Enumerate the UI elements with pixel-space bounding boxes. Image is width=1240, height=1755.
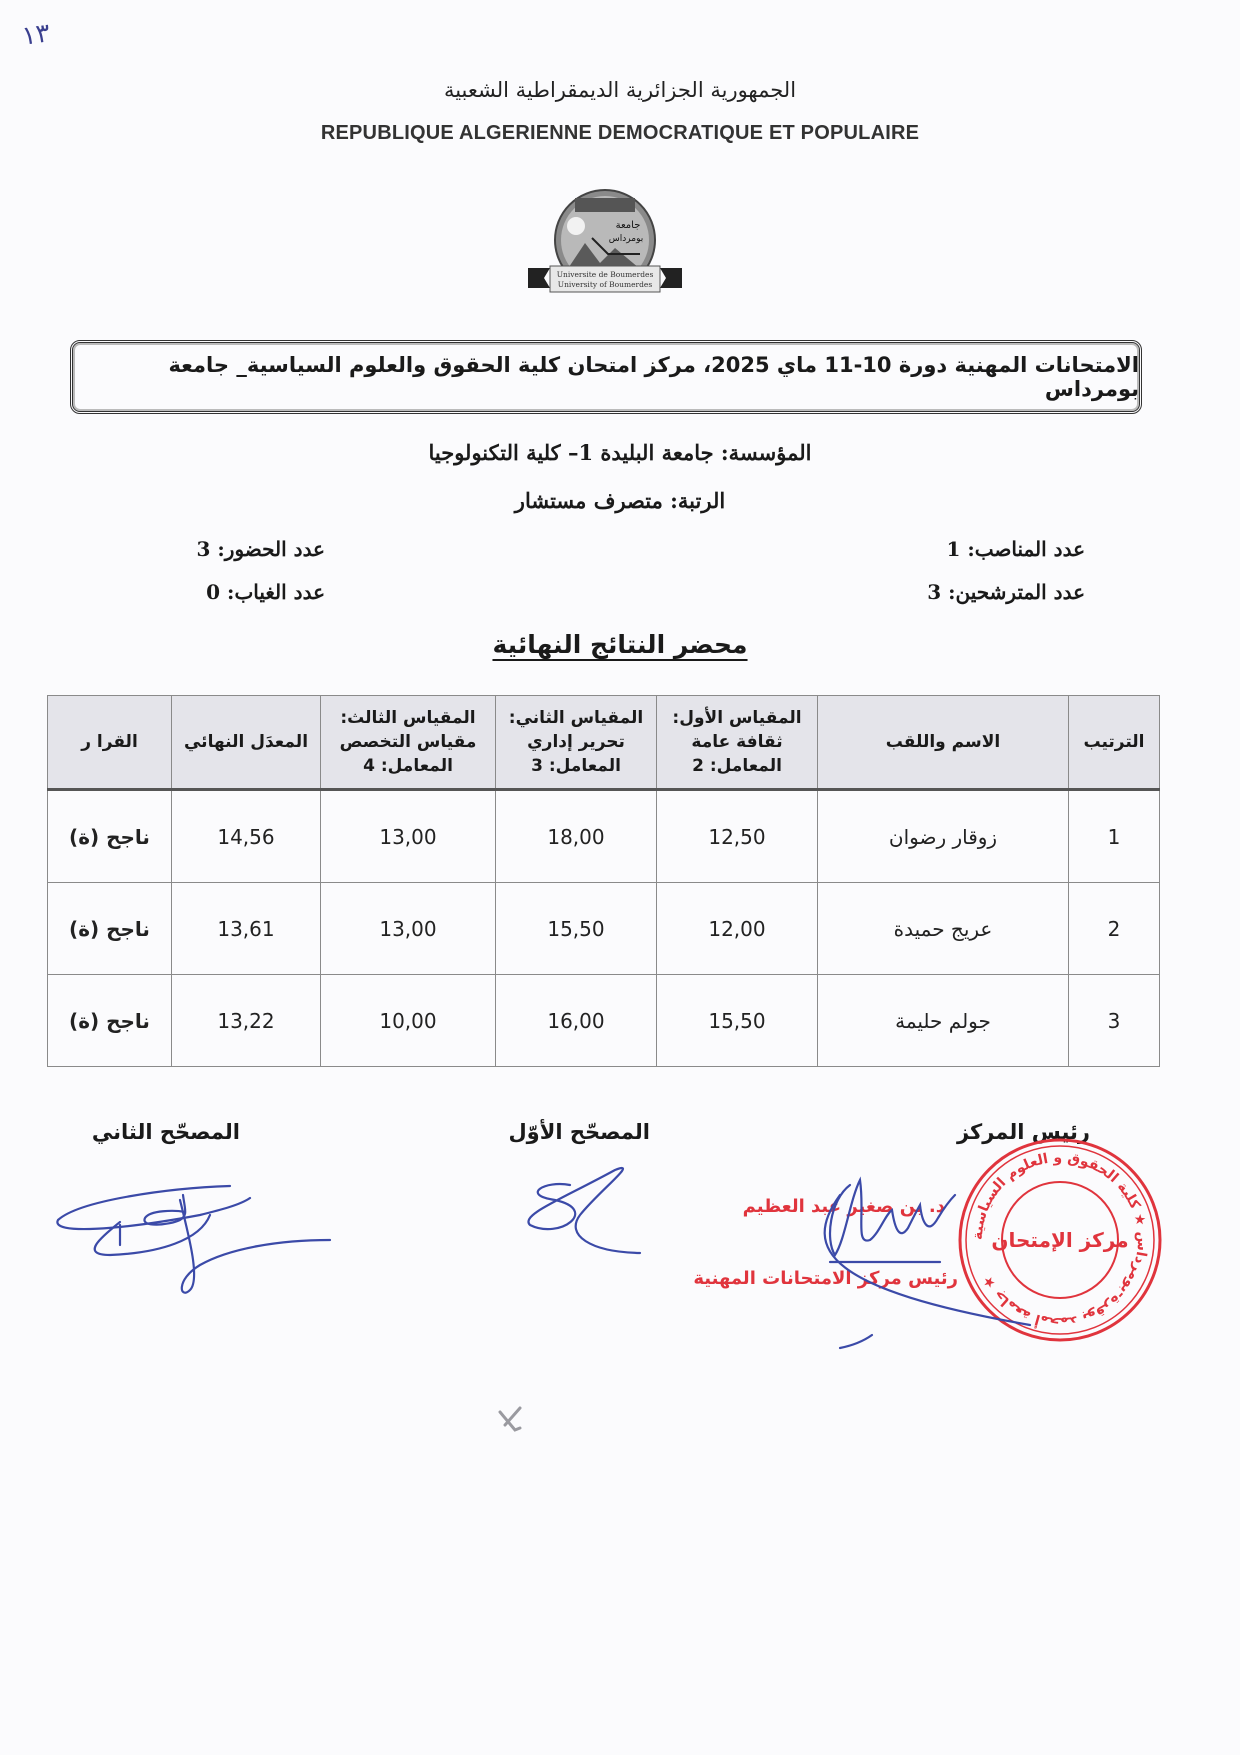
header-module-1-title: المقياس الأول:	[672, 708, 802, 728]
header-module-2	[496, 696, 657, 790]
absent-count: عدد الغياب: 0	[206, 580, 325, 604]
logo-text-en: University of Boumerdes	[557, 280, 653, 289]
table-header-row	[48, 696, 1160, 790]
university-logo	[520, 188, 690, 303]
document-title-text: محضر النتائج النهائية	[492, 630, 748, 659]
table-row	[48, 975, 1160, 1067]
header-module-1-coef: المعامل: 2	[692, 756, 782, 776]
header-module-1	[657, 696, 818, 790]
cell-name: زوقار رضوان	[818, 790, 1069, 883]
logo-text-fr: Universite de Boumerdes	[556, 270, 654, 279]
seal-center-text: مركز الإمتحان	[991, 1228, 1129, 1252]
cell-final-average: 13,61	[172, 883, 321, 975]
cell-module-1: 12,50	[657, 790, 818, 883]
header-rank: الترتيب	[1069, 696, 1160, 790]
cell-name: جولم حليمة	[818, 975, 1069, 1067]
cell-rank: 3	[1069, 975, 1160, 1067]
header-module-3	[321, 696, 496, 790]
stamp-signatory-title: رئيس مركز الامتحانات المهنية	[693, 1268, 958, 1289]
second-corrector-signature	[57, 1186, 330, 1293]
header-module-3-coef: المعامل: 4	[363, 756, 453, 776]
cell-module-3: 10,00	[321, 975, 496, 1067]
present-count: عدد الحضور: 3	[196, 537, 325, 561]
header-decision: القرا ر	[48, 696, 172, 790]
header-module-2-subject: تحرير إداري	[527, 732, 625, 752]
exam-session-banner	[70, 340, 1142, 414]
table-row	[48, 790, 1160, 883]
cell-module-1: 12,00	[657, 883, 818, 975]
stamp-signatory-name: د. بن صغير عبد العظيم	[742, 1196, 945, 1217]
cell-module-1: 15,50	[657, 975, 818, 1067]
cell-decision: ناجح (ة)	[48, 975, 172, 1067]
header-name: الاسم واللقب	[818, 696, 1069, 790]
handwritten-page-number: ١٣	[20, 18, 52, 52]
cell-final-average: 14,56	[172, 790, 321, 883]
rank-line: الرتبة: متصرف مستشار	[514, 488, 726, 513]
republic-title-arabic: الجمهورية الجزائرية الديمقراطية الشعبية	[443, 78, 797, 102]
signature-label-second-corrector: المصحّح الثاني	[91, 1120, 240, 1144]
header-module-1-subject: ثقافة عامة	[691, 732, 783, 752]
header-final-average: المعدَل النهائي	[172, 696, 321, 790]
cell-module-2: 18,00	[496, 790, 657, 883]
header-module-3-title: المقياس الثالث:	[340, 708, 476, 728]
cell-module-2: 16,00	[496, 975, 657, 1067]
institution-line: المؤسسة: جامعة البليدة 1– كلية التكنولوجيا	[428, 440, 812, 465]
logo-text-ar-1: جامعة	[615, 220, 641, 231]
signature-label-center-head: رئيس المركز	[956, 1120, 1090, 1144]
first-corrector-signature	[528, 1168, 640, 1253]
cell-rank: 1	[1069, 790, 1160, 883]
candidates-count: عدد المترشحين: 3	[927, 580, 1085, 604]
check-mark-icon	[500, 1408, 520, 1430]
banner-text: الامتحانات المهنية دورة 10-11 ماي 2025، مركز امتحان كلية الحقوق والعلوم السياسية_ جامعة بومرداس	[168, 353, 1139, 401]
cell-final-average: 13,22	[172, 975, 321, 1067]
official-seal	[955, 1135, 1165, 1345]
cell-module-2: 15,50	[496, 883, 657, 975]
positions-count: عدد المناصب: 1	[946, 537, 1085, 561]
results-table	[47, 695, 1160, 1067]
document-title	[0, 630, 1240, 659]
republic-title-french: REPUBLIQUE ALGERIENNE DEMOCRATIQUE ET POPULAIRE	[320, 122, 920, 144]
cell-rank: 2	[1069, 883, 1160, 975]
cell-module-3: 13,00	[321, 883, 496, 975]
table-row	[48, 883, 1160, 975]
header-module-2-coef: المعامل: 3	[531, 756, 621, 776]
seal-ring-text: جامعة أمحمد بوقرة-بومرداس ★ كلية الحقوق و العلوم السياسية ★	[969, 1149, 1151, 1331]
header-module-2-title: المقياس الثاني:	[508, 708, 644, 728]
cell-name: عريج حميدة	[818, 883, 1069, 975]
signature-label-first-corrector: المصحّح الأوّل	[508, 1120, 650, 1144]
logo-text-ar-2: بومرداس	[608, 234, 644, 244]
header-module-3-subject: مقياس التخصص	[339, 732, 477, 752]
cell-decision: ناجح (ة)	[48, 790, 172, 883]
cell-module-3: 13,00	[321, 790, 496, 883]
cell-decision: ناجح (ة)	[48, 883, 172, 975]
